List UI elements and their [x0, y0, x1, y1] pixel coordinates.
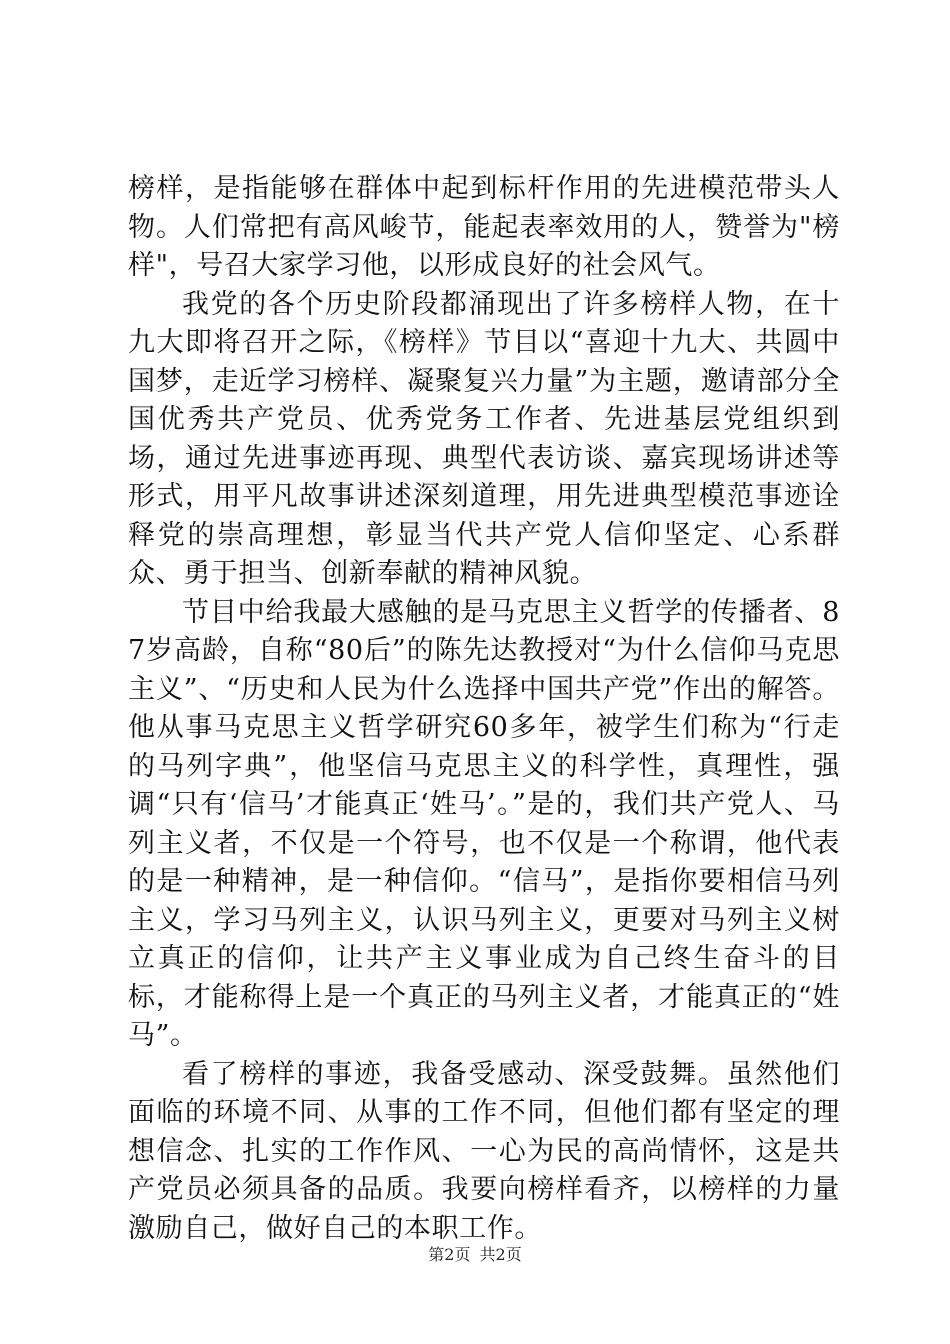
paragraph-2: 我党的各个历史阶段都涌现出了许多榜样人物，在十九大即将召开之际，《榜样》节目以“喜迎十九大、共圆中国梦，走近学习榜样、凝聚复兴力量”为主题，邀请部分全国优秀共产党员、优秀党务工作者、先进基层党组织到场，通过先进事迹再现、典型代表访谈、嘉宾现场讲述等形式，用平凡故事讲述深刻道理，用先进典型模范事迹诠释党的崇高理想，彰显当代共产党人信仰坚定、心系群众、勇于担当、创新奉献的精神风貌。	[128, 288, 840, 589]
paragraph-4: 看了榜样的事迹，我备受感动、深受鼓舞。虽然他们面临的环境不同、从事的工作不同，但他们都有坚定的理想信念、扎实的工作作风、一心为民的高尚情怀，这是共产党员必须具备的品质。我要向榜样看齐，以榜样的力量激励自己，做好自己的本职工作。	[128, 1058, 840, 1244]
page-footer	[0, 1244, 950, 1266]
paragraph-3: 节目中给我最大感触的是马克思主义哲学的传播者、87岁高龄，自称“80后”的陈先达教授对“为什么信仰马克思主义”、“历史和人民为什么选择中国共产党”作出的解答。他从事马克思主义哲学研究60多年，被学生们称为“行走的马列字典”，他坚信马克思主义的科学性，真理性，强调“只有‘信马’才能真正‘姓马’。”是的，我们共产党人、马列主义者，不仅是一个符号，也不仅是一个称谓，他代表的是一种精神，是一种信仰。“信马”，是指你要相信马列主义，学习马列主义，认识马列主义，更要对马列主义树立真正的信仰，让共产主义事业成为自己终生奋斗的目标，才能称得上是一个真正的马列主义者，才能真正的“姓马”。	[128, 596, 840, 1051]
page-number: 第2页	[428, 1245, 471, 1264]
document-body	[128, 170, 840, 1248]
page-total: 共2页	[479, 1245, 522, 1264]
paragraph-1: 榜样，是指能够在群体中起到标杆作用的先进模范带头人物。人们常把有高风峻节，能起表率效用的人，赞誉为"榜样"，号召大家学习他，以形成良好的社会风气。	[128, 173, 840, 281]
